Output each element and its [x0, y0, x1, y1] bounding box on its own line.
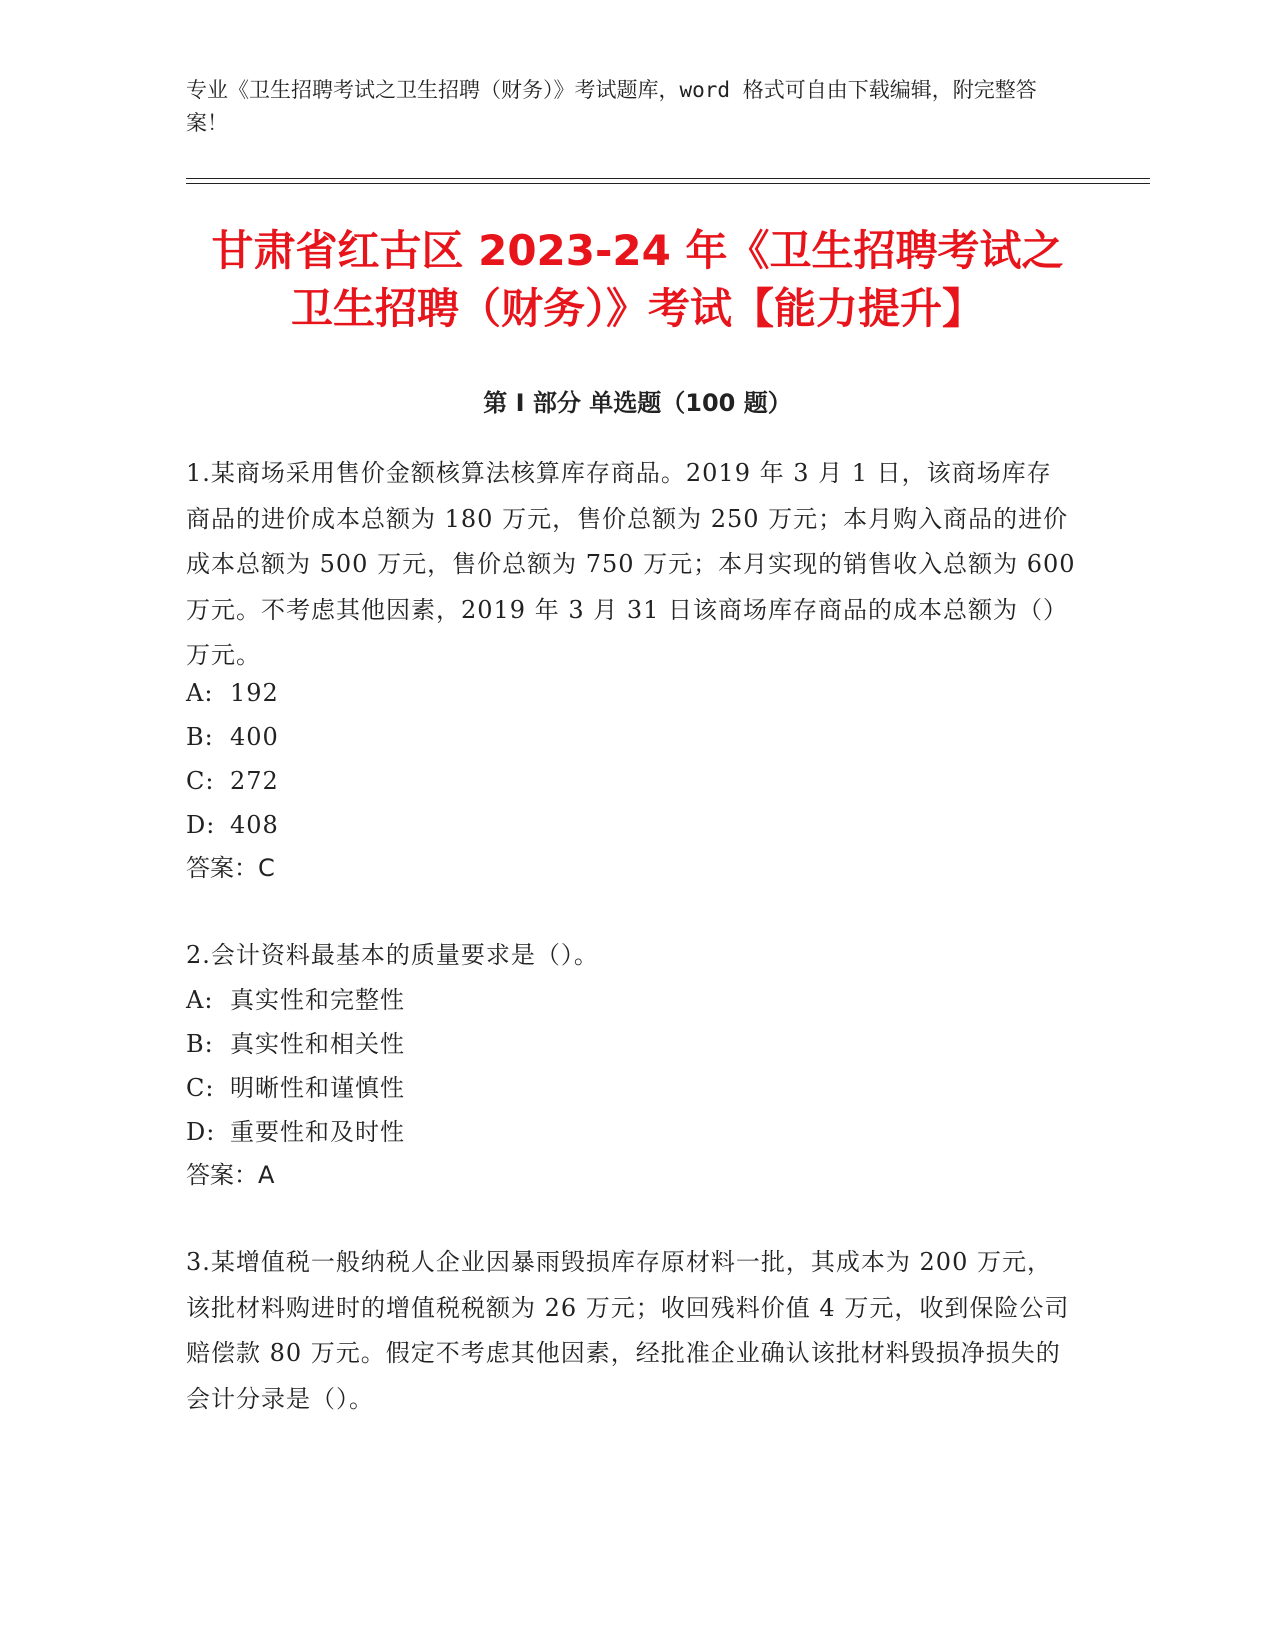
question-1-option-c — [186, 759, 279, 804]
option-label: D: — [186, 1118, 216, 1146]
question-1-answer — [186, 848, 275, 888]
option-text: 400 — [230, 723, 279, 751]
title-line-2: 卫生招聘（财务）》考试【能力提升】 — [290, 284, 984, 333]
question-2-answer — [186, 1155, 274, 1195]
option-text: 重要性和及时性 — [230, 1118, 405, 1146]
option-text: 272 — [230, 767, 279, 795]
option-label: A: — [186, 679, 214, 707]
option-text: 408 — [230, 811, 279, 839]
question-2-option-c — [186, 1066, 405, 1111]
option-text: 真实性和相关性 — [230, 1030, 405, 1058]
header-note: 专业《卫生招聘考试之卫生招聘（财务）》考试题库，word 格式可自由下载编辑，附完整答案！ — [186, 78, 1037, 135]
option-label: D: — [186, 811, 216, 839]
option-text: 192 — [230, 679, 279, 707]
question-1-option-a — [186, 671, 279, 716]
option-label: C: — [186, 1074, 215, 1102]
section-heading: 第 I 部分 单选题（100 题） — [483, 389, 792, 417]
option-text: 真实性和完整性 — [230, 986, 405, 1014]
option-label: B: — [186, 723, 214, 751]
header-divider-bottom — [186, 183, 1150, 184]
question-1-option-d — [186, 803, 279, 848]
question-1-stem: 1.某商场采用售价金额核算法核算库存商品。2019 年 3 月 1 日，该商场库存商品的进价成本总额为 180 万元，售价总额为 250 万元；本月购入商品的进价成本总额为 500 万元，售价总额为 750 万元；本月实现的销售收入总额为 600 万元。不考虑其他因素，2019 年 3 月 31 日该商场库存商品的成本总额为（）万元。 — [186, 459, 1076, 669]
answer-value: A — [258, 1161, 275, 1189]
option-label: C: — [186, 767, 215, 795]
answer-value: C — [258, 854, 275, 882]
option-label: A: — [186, 986, 214, 1014]
title-line-1: 甘肃省红古区 2023-24 年《卫生招聘考试之 — [211, 226, 1064, 275]
header-divider-top — [186, 178, 1150, 179]
option-text: 明晰性和谨慎性 — [230, 1074, 405, 1102]
answer-prefix: 答案： — [186, 854, 258, 882]
document-title — [150, 222, 1125, 338]
option-label: B: — [186, 1030, 214, 1058]
question-1-option-b — [186, 715, 279, 760]
answer-prefix: 答案： — [186, 1161, 258, 1189]
question-2-option-d — [186, 1110, 405, 1155]
question-2-option-b — [186, 1022, 405, 1067]
question-3-stem: 3.某增值税一般纳税人企业因暴雨毁损库存原材料一批，其成本为 200 万元，该批材料购进时的增值税税额为 26 万元；收回残料价值 4 万元，收到保险公司赔偿款 80 万元。假定不考虑其他因素，经批准企业确认该批材料毁损净损失的会计分录是（）。 — [186, 1248, 1070, 1413]
question-2-stem: 2.会计资料最基本的质量要求是（）。 — [186, 941, 599, 969]
question-2-option-a — [186, 978, 405, 1023]
